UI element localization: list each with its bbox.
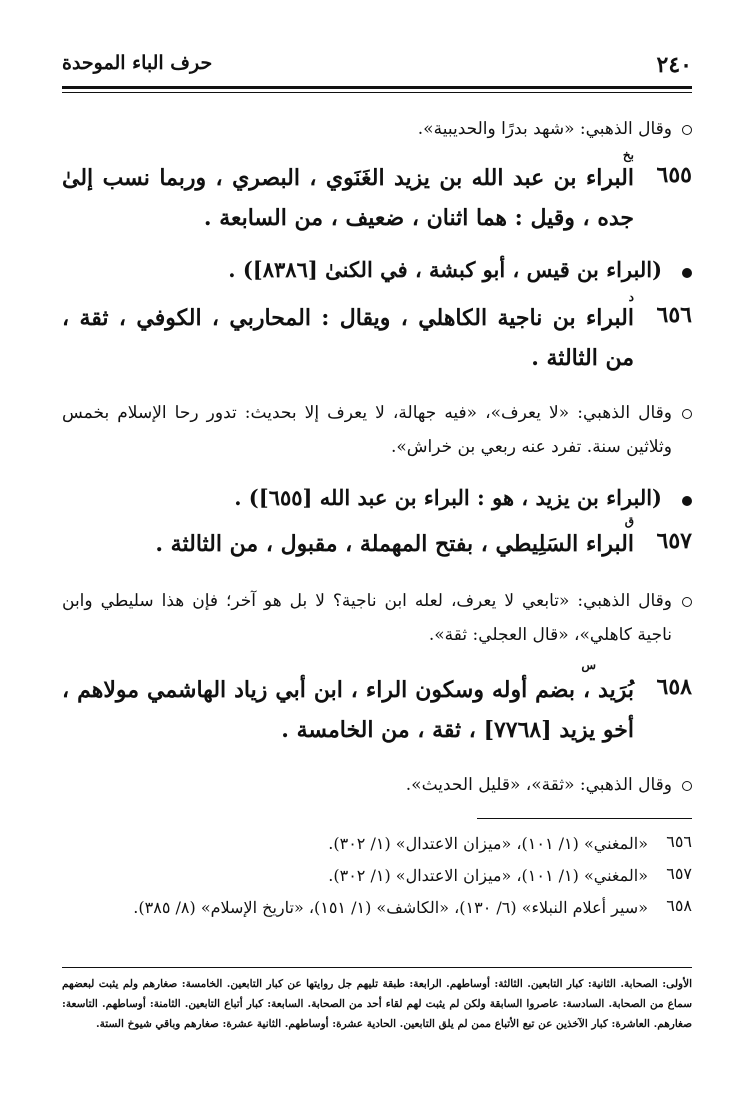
solid-bullet-icon [682, 496, 692, 506]
dhahabi-note [62, 768, 692, 804]
footnote [62, 860, 692, 892]
cross-reference [62, 252, 692, 292]
source-symbol: بخ [622, 148, 634, 162]
entry-text: البراء بن ناجية الكاهلي ، ويقال : المحاربي ، الكوفي ، ثقة ، من الثالثة . [62, 305, 634, 371]
footnote [62, 892, 692, 956]
page-number: ٢٤٠ [656, 52, 692, 78]
note-text: وقال الذهبي: «لا يعرف»، «فيه جهالة، لا يعرف إلا بحديث: تدور رحا الإسلام بخمس وثلاثين سنة. تفرد عنه ربعي بن خراش». [62, 403, 672, 457]
footnote-text: «سير أعلام النبلاء» (٦/ ١٣٠)، «الكاشف» (١/ ١٥١)، «تاريخ الإسلام» (٨/ ٣٨٥). [133, 898, 648, 917]
entry-number: ٦٥٦ [656, 302, 692, 328]
footnote-text: «المغني» (١/ ١٠١)، «ميزان الاعتدال» (١/ ٣٠٢). [328, 834, 648, 853]
dhahabi-note [62, 112, 692, 148]
entry-number: ٦٥٨ [656, 674, 692, 700]
footnote-text: «المغني» (١/ ١٠١)، «ميزان الاعتدال» (١/ ٣٠٢). [328, 866, 648, 885]
note-text: وقال الذهبي: «شهد بدرًا والحديبية». [417, 119, 672, 139]
header-rule-thin [62, 92, 692, 93]
hollow-bullet-icon [682, 597, 692, 607]
footnote [62, 828, 692, 860]
entry-text: البراء السَلِيطي ، بفتح المهملة ، مقبول ، من الثالثة . [155, 531, 634, 557]
entry-658 [62, 658, 692, 754]
hollow-bullet-icon [682, 781, 692, 791]
legend-separator [62, 967, 692, 968]
entry-656 [62, 290, 692, 374]
footnote-separator [477, 818, 692, 819]
entry-655 [62, 148, 692, 240]
entry-657 [62, 514, 692, 570]
cross-reference-text: (البراء بن قيس ، أبو كبشة ، في الكنىٰ [٨٣٨٦]) . [228, 257, 662, 282]
tabaqat-legend: الأولى: الصحابة. الثانية: كبار التابعين. الثالثة: أوساطهم. الرابعة: طبقة تليهم جل روايتها عن كبار التابعين. الخامسة: صغارهم ولم يثبت لبعضهم سماع من الصحابة. السادسة: عاصروا السابقة ولكن لم يثبت لهم لقاء أحد من الصحابة. السابعة: كبار أتباع التابعين. الثامنة: أوساطهم. التاسعة: صغارهم. العاشرة: كبار الآخذين عن تبع الأتباع ممن لم يلق التابعين. الحادية عشرة: أوساطهم. الثانية عشرة: صغارهم وباقي شيوخ الستة. [62, 978, 692, 1030]
solid-bullet-icon [682, 268, 692, 278]
hollow-bullet-icon [682, 125, 692, 135]
entry-number: ٦٥٧ [656, 528, 692, 554]
running-title: حرف الباء الموحدة [62, 52, 213, 74]
footnote-number: ٦٥٧ [666, 864, 692, 883]
source-symbol: د [628, 290, 634, 304]
page-header [62, 52, 692, 82]
entry-text: بُرَيد ، بضم أوله وسكون الراء ، ابن أبي زياد الهاشمي مولاهم ، أخو يزيد [٧٧٦٨] ، ثقة ، من الخامسة . [62, 677, 634, 743]
source-symbol: ق [624, 514, 634, 528]
header-rule-thick [62, 86, 692, 89]
cross-reference-text: (البراء بن يزيد ، هو : البراء بن عبد الله [٦٥٥]) . [234, 485, 662, 510]
source-symbol: س [581, 658, 596, 672]
hollow-bullet-icon [682, 409, 692, 419]
footnote-number: ٦٥٨ [666, 896, 692, 915]
entry-text: البراء بن عبد الله بن يزيد الغَنَوي ، البصري ، وربما نسب إلىٰ جده ، وقيل : هما اثنان ، ضعيف ، من السابعة . [62, 165, 634, 231]
entry-number: ٦٥٥ [656, 162, 692, 188]
dhahabi-note [62, 396, 692, 466]
note-text: وقال الذهبي: «ثقة»، «قليل الحديث». [405, 775, 672, 795]
note-text: وقال الذهبي: «تابعي لا يعرف، لعله ابن ناجية؟ لا بل هو آخر؛ فإن هذا سليطي وابن ناجية كاهلي»، «قال العجلي: ثقة». [62, 591, 672, 645]
dhahabi-note [62, 584, 692, 654]
footnote-number: ٦٥٦ [666, 832, 692, 851]
